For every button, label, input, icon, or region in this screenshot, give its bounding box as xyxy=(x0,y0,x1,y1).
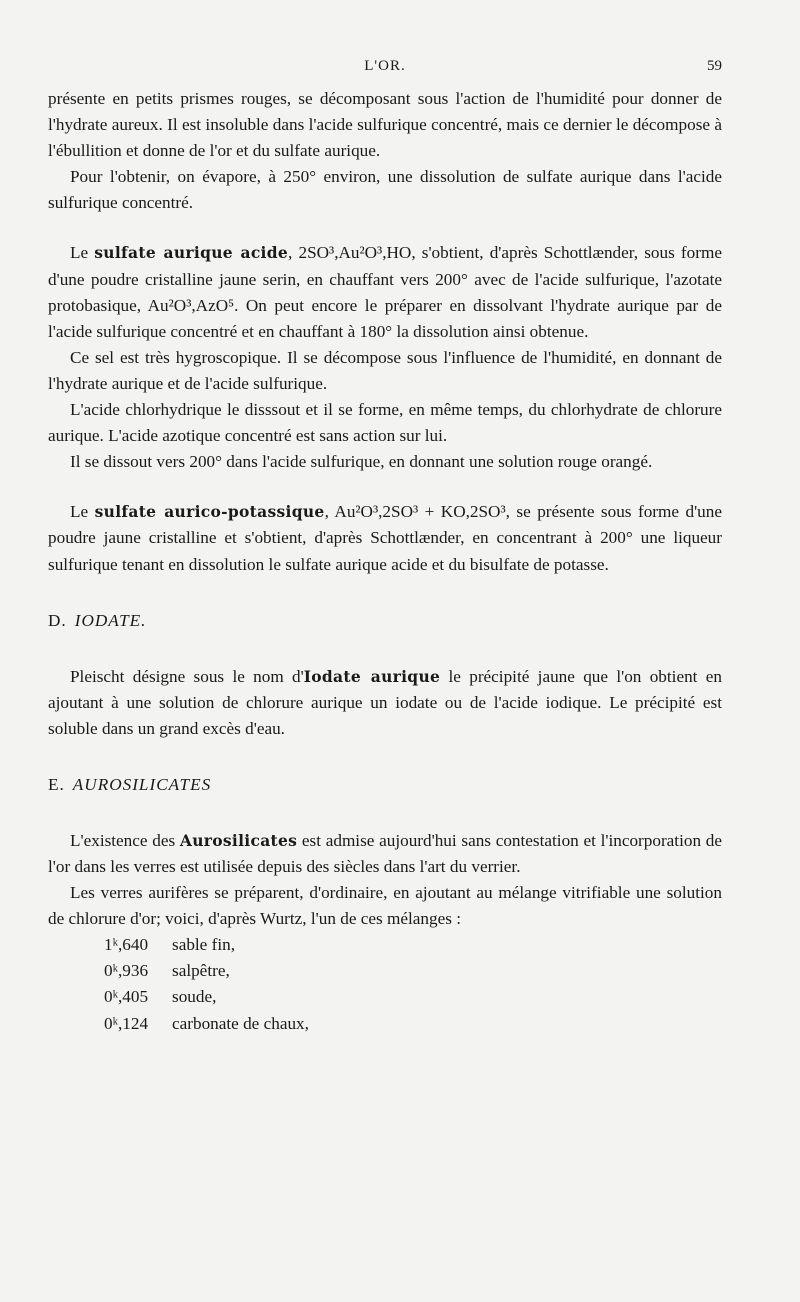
term-heading: Aurosilicates xyxy=(179,830,298,850)
section-letter: E. xyxy=(48,774,65,794)
recipe-quantity: 0ᵏ,405 xyxy=(104,987,149,1007)
paragraph: Les verres aurifères se préparent, d'ordinaire, en ajoutant au mélange vitrifiable une solution de chlorure d'or; voici, d'après Wurtz, l'un de ces mélanges : xyxy=(48,883,722,929)
paragraph-body: , Au²O³,2SO³ + KO,2SO³, se présente sous forme d'une poudre jaune cristalline et s'obtient, d'après Schottlænder, en concentrant à 200° une liqueur sulfurique tenant en dissolution le sulfate aurique acide et du bisulfate de potasse. xyxy=(48,502,722,574)
paragraph-prefix: L'existence des xyxy=(70,830,180,850)
section-title: IODATE. xyxy=(74,610,147,630)
paragraph: Il se dissout vers 200° dans l'acide sulfurique, en donnant une solution rouge orangé. xyxy=(70,452,653,472)
paragraph-prefix: Le xyxy=(70,243,95,263)
paragraph: Pour l'obtenir, on évapore, à 250° environ, une dissolution de sulfate aurique dans l'acide sulfurique concentré. xyxy=(48,167,722,213)
running-title: L'OR. xyxy=(364,58,406,74)
recipe-quantity: 0ᵏ,936 xyxy=(104,961,149,981)
recipe-quantity: 0ᵏ,124 xyxy=(104,1013,149,1033)
recipe-item xyxy=(104,984,722,1010)
paragraph-sulfate-aurico-potassique xyxy=(48,499,722,577)
term-heading: sulfate aurique acide xyxy=(94,243,289,263)
term-heading: sulfate aurico-potassique xyxy=(94,502,325,522)
section-title: AUROSILICATES xyxy=(72,774,212,794)
recipe-ingredient: carbonate de chaux, xyxy=(172,1013,309,1033)
paragraph-body: est admise aujourd'hui sans contestation et l'incorporation de l'or dans les verres est utilisée depuis des siècles dans l'art du verrier. xyxy=(48,830,722,876)
paragraph: L'acide chlorhydrique le disssout et il se forme, en même temps, du chlorhydrate de chlorure aurique. L'acide azotique concentré est sans action sur lui. xyxy=(48,400,722,446)
recipe-item xyxy=(104,1011,722,1037)
paragraph-body: , 2SO³,Au²O³,HO, s'obtient, d'après Schottlænder, sous forme d'une poudre cristalline jaune serin, en chauffant vers 200° avec de l'acide sulfurique, l'azotate protobasique, Au²O³,AzO⁵. On peut encore le préparer en dissolvant l'hydrate aurique par de l'acide sulfurique concentré et en chauffant à 180° la dissolution ainsi obtenue. xyxy=(48,243,722,341)
recipe-ingredient: salpêtre, xyxy=(172,961,230,981)
paragraph: présente en petits prismes rouges, se décomposant sous l'action de l'humidité pour donner de l'hydrate aureux. Il est insoluble dans l'acide sulfurique concentré, mais ce dernier le décompose à l'ébullition et donne de l'or et du sulfate aurique. xyxy=(48,89,722,161)
section-heading-iodate xyxy=(48,608,722,634)
body-text xyxy=(48,86,722,1037)
recipe-ingredient: sable fin, xyxy=(172,935,236,955)
recipe-item xyxy=(104,932,722,958)
paragraph-prefix: Le xyxy=(70,502,95,522)
recipe-quantity: 1ᵏ,640 xyxy=(104,935,149,955)
paragraph-body: le précipité jaune que l'on obtient en ajoutant à une solution de chlorure aurique un iodate ou de l'acide iodique. Le précipité est soluble dans un grand excès d'eau. xyxy=(48,666,722,738)
paragraph-sulfate-aurique-acide xyxy=(48,240,722,344)
paragraph-prefix: Pleischt désigne sous le nom d' xyxy=(70,666,304,686)
section-heading-aurosilicates xyxy=(48,772,722,798)
recipe-list xyxy=(104,932,722,1036)
running-header xyxy=(48,58,722,82)
paragraph-aurosilicates xyxy=(48,828,722,880)
paragraph: Ce sel est très hygroscopique. Il se décompose sous l'influence de l'humidité, en donnant de l'hydrate aurique et de l'acide sulfurique. xyxy=(48,347,722,393)
term-heading: Iodate aurique xyxy=(303,666,441,686)
paragraph-iodate-aurique xyxy=(48,664,722,742)
recipe-item xyxy=(104,958,722,984)
page-number: 59 xyxy=(707,58,722,74)
section-letter: D. xyxy=(48,610,67,630)
recipe-ingredient: soude, xyxy=(172,987,217,1007)
